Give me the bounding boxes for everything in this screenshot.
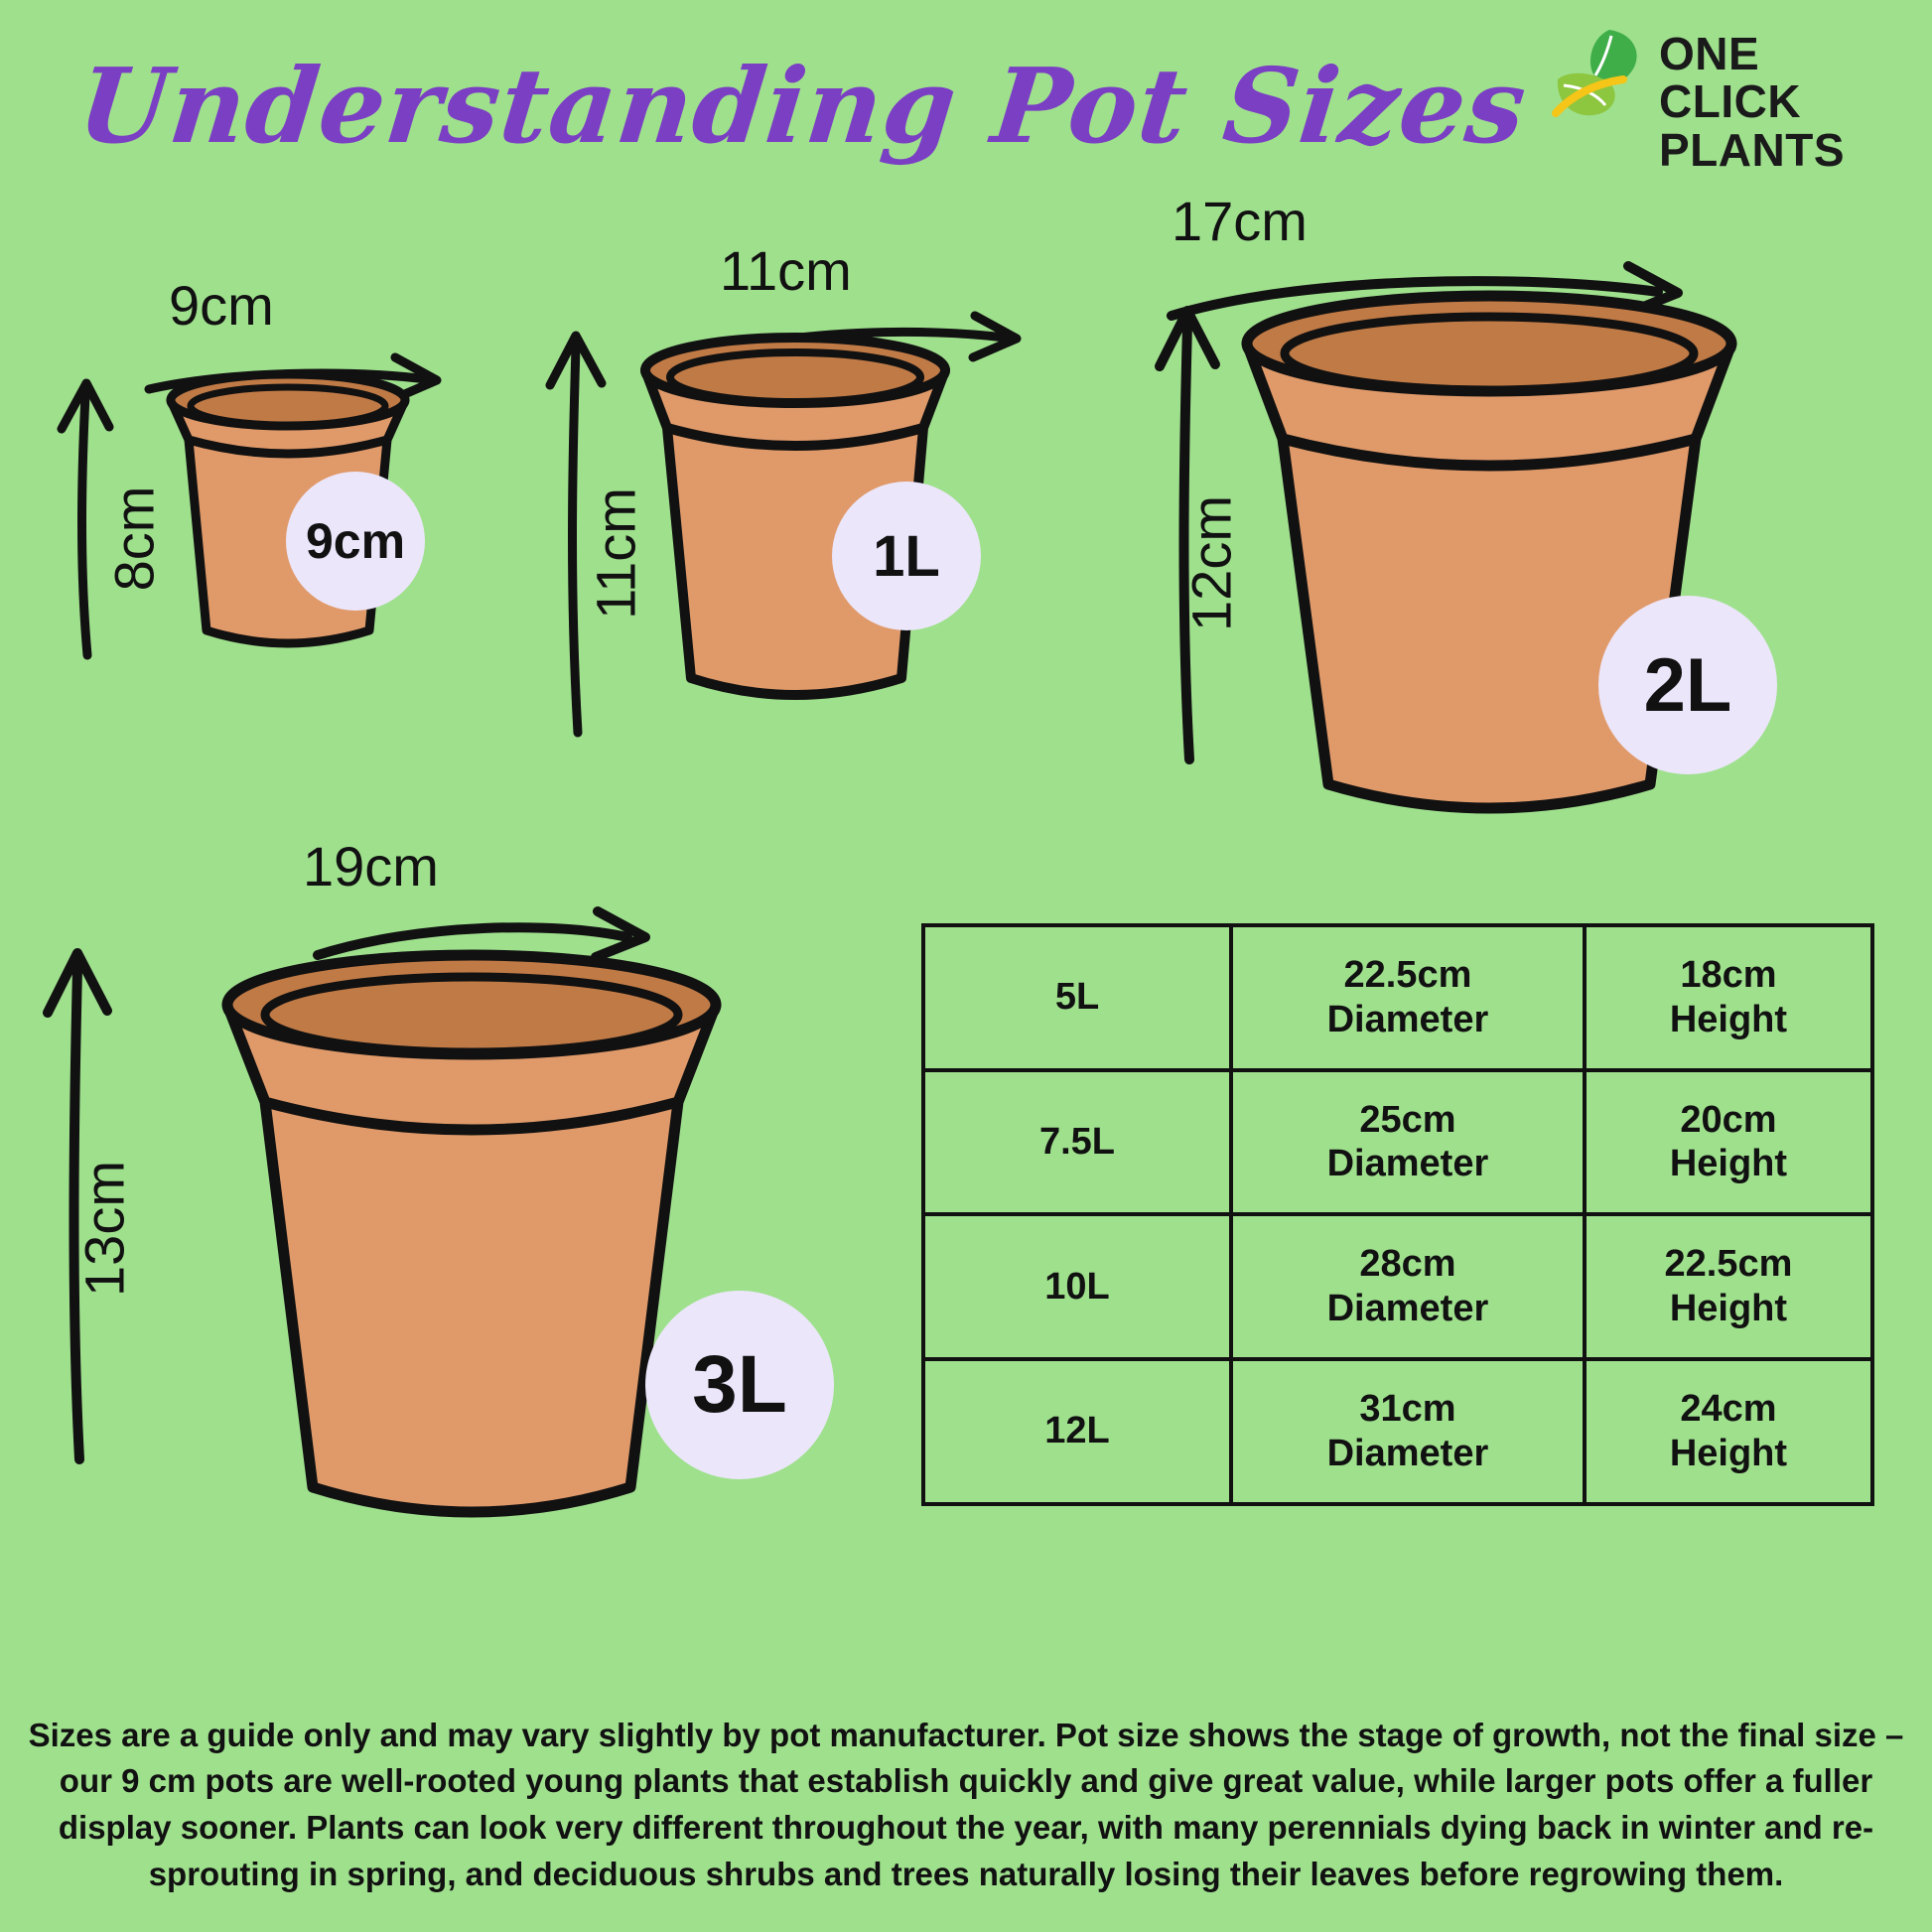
badge-1l — [832, 482, 981, 630]
badge-label-1l: 1L — [873, 523, 940, 589]
logo-line-2: PLANTS — [1659, 123, 1845, 176]
height-label-9cm: 8cm — [102, 485, 166, 592]
cell-height-unit: Height — [1669, 1432, 1788, 1474]
pot-3l — [10, 834, 864, 1618]
badge-3l — [645, 1291, 834, 1479]
badge-label-9cm: 9cm — [305, 513, 406, 569]
cell-diameter-unit: Diameter — [1326, 998, 1489, 1040]
leaf-logo-icon — [1550, 22, 1659, 126]
width-label-3l: 19cm — [303, 835, 439, 897]
cell-diameter-value: 25cm — [1359, 1098, 1456, 1141]
cell-diameter-value: 28cm — [1359, 1243, 1456, 1286]
cell-diameter-value: 22.5cm — [1343, 954, 1472, 996]
table-row — [923, 1070, 1872, 1215]
cell-height — [1585, 1070, 1872, 1215]
table-row — [923, 925, 1872, 1070]
pot-2l — [1172, 190, 1906, 913]
cell-height-value: 20cm — [1680, 1098, 1777, 1141]
cell-diameter — [1231, 1359, 1585, 1504]
width-label-2l: 17cm — [1172, 190, 1308, 252]
cell-height-unit: Height — [1669, 1143, 1788, 1185]
cell-diameter — [1231, 1070, 1585, 1215]
table-row — [923, 1359, 1872, 1504]
cell-volume: 10L — [923, 1214, 1231, 1359]
height-label-1l: 11cm — [584, 487, 647, 620]
height-label-3l: 13cm — [72, 1161, 136, 1297]
cell-volume: 5L — [923, 925, 1231, 1070]
cell-height-unit: Height — [1669, 1288, 1788, 1330]
badge-9cm — [286, 472, 425, 611]
cell-diameter-unit: Diameter — [1326, 1432, 1489, 1474]
pot-illustration-3l — [194, 943, 750, 1549]
badge-label-2l: 2L — [1643, 642, 1732, 728]
cell-diameter-value: 31cm — [1359, 1387, 1456, 1430]
cell-diameter-unit: Diameter — [1326, 1143, 1489, 1185]
cell-height-value: 22.5cm — [1664, 1243, 1793, 1286]
cell-diameter — [1231, 925, 1585, 1070]
cell-volume: 12L — [923, 1359, 1231, 1504]
logo-text — [1659, 30, 1897, 174]
disclaimer-text: Sizes are a guide only and may vary slightly by pot manufacturer. Pot size shows the stage of growth, not the final size – our 9 cm pots are well-rooted young plants that establish quickly and give great value, while larger pots offer a fuller display sooner. Plants can look very different throughout the year, with many perennials dying back in winter and re-sprouting in spring, and deciduous shrubs and trees naturally losing their leaves before regrowing them. — [28, 1716, 1904, 1893]
cell-volume: 7.5L — [923, 1070, 1231, 1215]
logo-line-1: ONE CLICK — [1659, 28, 1802, 128]
cell-height-value: 18cm — [1680, 954, 1777, 996]
cell-height-value: 24cm — [1680, 1387, 1777, 1430]
page-title: Understanding Pot Sizes — [72, 45, 1533, 167]
cell-diameter — [1231, 1214, 1585, 1359]
width-label-9cm: 9cm — [169, 274, 274, 337]
badge-label-3l: 3L — [692, 1339, 787, 1430]
height-label-2l: 12cm — [1179, 495, 1243, 631]
pot-size-table — [921, 923, 1874, 1506]
pot-1l — [516, 238, 1013, 794]
cell-diameter-unit: Diameter — [1326, 1288, 1489, 1330]
pot-9cm — [40, 258, 467, 675]
cell-height — [1585, 1214, 1872, 1359]
cell-height — [1585, 1359, 1872, 1504]
width-label-1l: 11cm — [720, 239, 852, 302]
badge-2l — [1598, 596, 1777, 774]
cell-height-unit: Height — [1669, 998, 1788, 1040]
cell-height — [1585, 925, 1872, 1070]
brand-logo — [1570, 30, 1897, 174]
table-row — [923, 1214, 1872, 1359]
